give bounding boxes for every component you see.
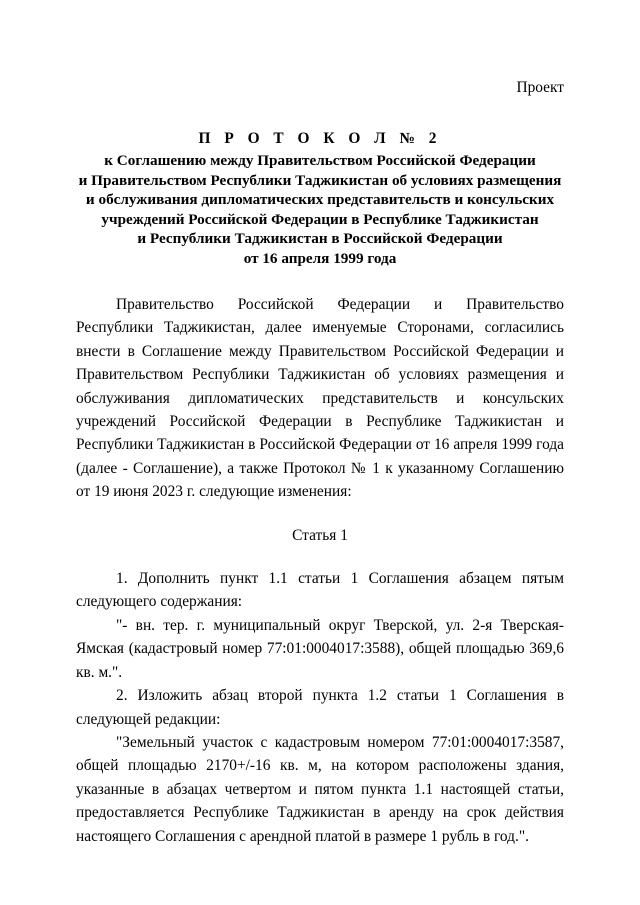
document-body [76, 293, 564, 848]
document-title: П Р О Т О К О Л № 2 [198, 130, 442, 147]
subtitle-line: и Правительством Республики Таджикистан об условиях размещения [78, 171, 562, 189]
subtitle-line: и Республики Таджикистан в Российской Федерации [137, 230, 503, 247]
subtitle-line: от 16 апреля 1999 года [243, 249, 397, 267]
article-heading: Статья 1 [292, 526, 348, 544]
preamble-paragraph: Правительство Российской Федерации и Правительство Республики Таджикистан, далее именуемые Сторонами, согласились внести в Соглашение между Правительством Российской Федерации и Правительством Республики Таджикистан об условиях размещения и обслуживания дипломатических представительств и консульских учреждений Российской Федерации в Республике Таджикистан и Республики Таджикистан в Российской Федерации от 16 апреля 1999 года (далее - Соглашение), а также Протокол № 1 к указанному Соглашению от 19 июня 2023 г. следующие изменения: [76, 296, 564, 501]
subtitle-line: учреждений Российской Федерации в Республике Таджикистан [101, 210, 539, 228]
item-2-paragraph: 2. Изложить абзац второй пункта 1.2 статьи 1 Соглашения в следующей редакции: [76, 687, 564, 728]
item-1-quote: "- вн. тер. г. муниципальный округ Тверской, ул. 2-я Тверская-Ямская (кадастровый номер 77:01:0004017:3588), общей площадью 369,6 кв. м.". [76, 616, 564, 681]
subtitle-line: и обслуживания дипломатических представительств и консульских [85, 191, 555, 208]
document-subtitle [60, 151, 580, 268]
subtitle-line: к Соглашению между Правительством Российской Федерации [104, 152, 536, 169]
item-2-quote: "Земельный участок с кадастровым номером 77:01:0004017:3587, общей площадью 2170+/-16 кв. м, на котором расположены здания, указанные в абзацах четвертом и пятом пункта 1.1 настоящей статьи, предоставляется Республике Таджикистан в аренду на срок действия настоящего Соглашения с арендной платой в размере 1 рубль в год.". [76, 733, 564, 845]
item-1-paragraph: 1. Дополнить пункт 1.1 статьи 1 Соглашения абзацем пятым следующего содержания: [76, 570, 564, 611]
draft-status-label: Проект [516, 79, 564, 96]
